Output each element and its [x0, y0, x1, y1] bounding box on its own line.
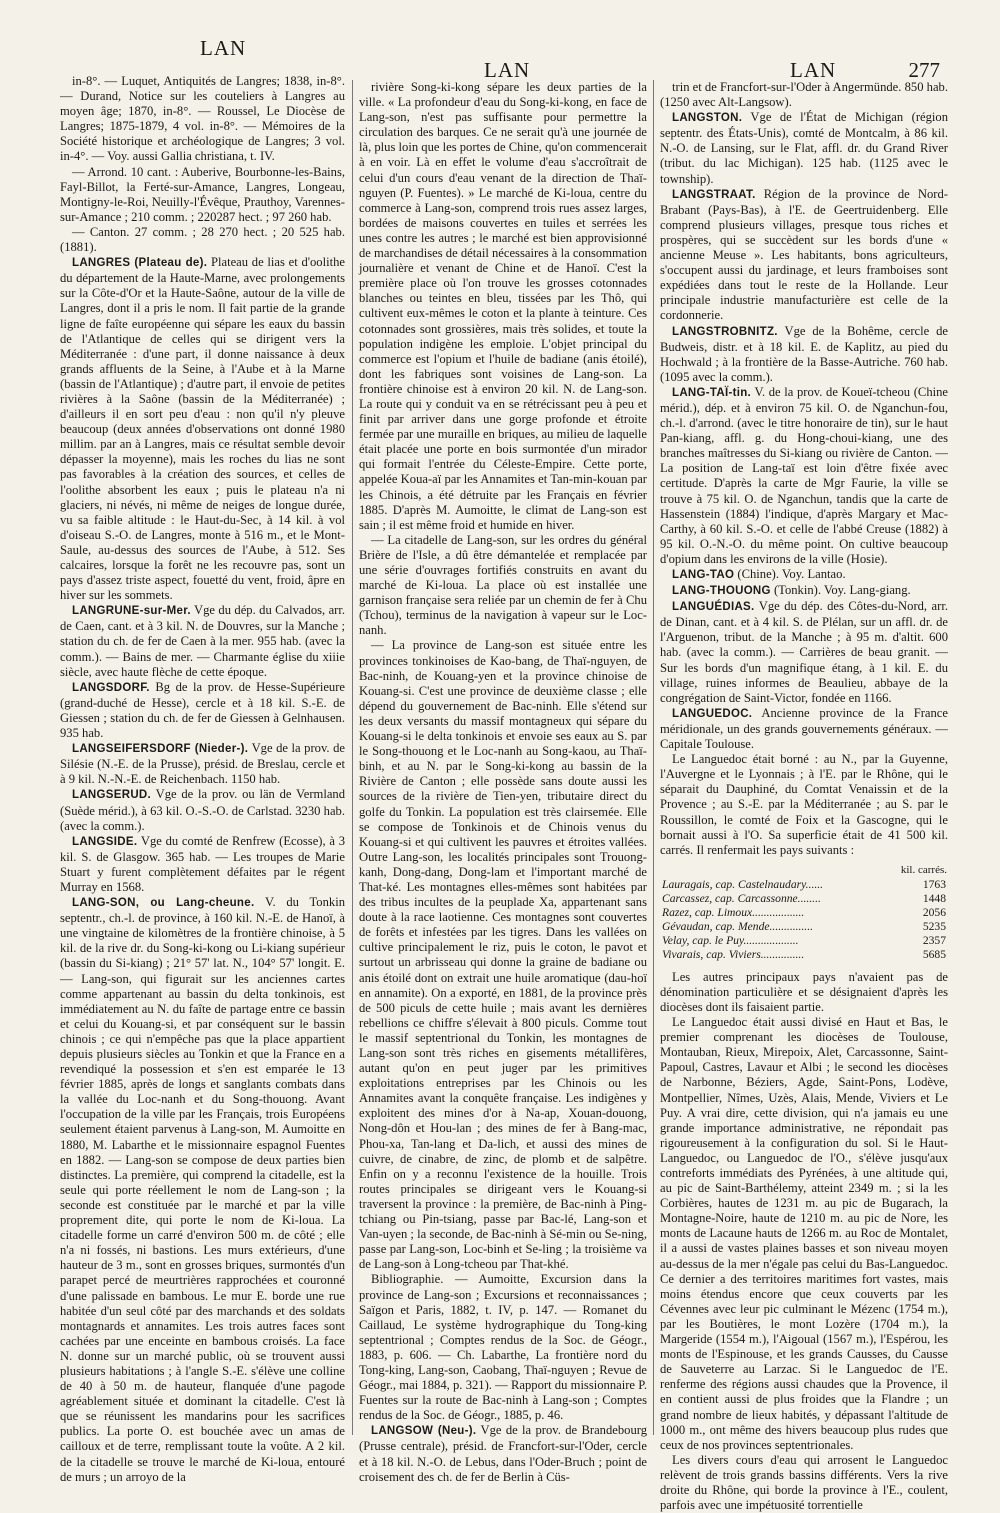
pays-name: Carcassez, cap. Carcassonne........: [662, 891, 821, 905]
dictionary-entry: [660, 324, 948, 385]
table-row: [660, 920, 948, 934]
entry-headword: LANGSDORF.: [72, 681, 150, 694]
entry-text: Vge du dép. du Calvados, arr. de Caen, cant. et à 3 kil. N. de Douvres, sur la Manche ; station du ch. de fer de Caen à la mer. 955 hab. (avec la comm.). — Bains de mer. — Charmante église du xiiie siècle, avec haute flèche de cette époque.: [60, 603, 345, 679]
entry-text: (Tonkin). Voy. Lang-giang.: [773, 583, 911, 598]
dictionary-entry: [660, 567, 948, 583]
entry-text: trin et de Francfort-sur-l'Oder à Angermünde. 850 hab. (1250 avec Alt-Langsow).: [660, 80, 948, 110]
running-head-left: LAN: [200, 36, 247, 60]
column-2: [359, 80, 648, 1484]
pays-area: 1763: [922, 877, 946, 891]
dictionary-entry: [60, 741, 345, 787]
dictionary-entry: [60, 834, 345, 895]
pays-area: 5685: [922, 947, 946, 961]
dictionary-entry: [660, 599, 948, 706]
running-head-right: LAN: [790, 58, 837, 82]
dictionary-entry: [660, 80, 948, 110]
entry-headword: LANG-TAO: [672, 569, 735, 581]
dictionary-entry: [60, 787, 345, 833]
dictionary-entry: [660, 752, 948, 858]
entry-text: Les autres principaux pays n'avaient pas de dénomination particulière et se désignaient d'après les diocèses dont ils faisaient partie.: [660, 969, 948, 1014]
entry-text: — La citadelle de Lang-son, sur les ordres du général Brière de l'Isle, a dû être démantelée et remplacée par une série d'ouvrages fortifiés construits en avant du marché de Ki-loua. La place où est installée une garnison française sera reliée par un chemin de fer à Chu (Tchou), terminus de la navigation à vapeur sur le Loc-nanh.: [359, 532, 647, 638]
entry-text: — Canton. 27 comm. ; 28 270 hect. ; 20 525 hab. (1881).: [60, 224, 345, 255]
dictionary-entry: [660, 1015, 948, 1453]
entry-headword: LANG-THOUONG: [672, 585, 771, 598]
entry-text: Vge de l'État de Michigan (région septentr. des États-Unis), comté de Montcalm, à 86 kil. N.-O. de Lansing, sur le Flat, affl. dr. du Grand River (tribut. du lac Michigan). 125 hab. (1125 avec le township).: [660, 110, 948, 186]
pays-area: 2056: [922, 905, 946, 919]
dictionary-entry: [660, 583, 948, 599]
entry-text: Le Languedoc était borné : au N., par la Guyenne, l'Auvergne et le Lyonnais ; à l'E. par le Rhône, qui le séparait du Dauphiné, du Comtat Venaissin et de la Provence ; au S.-E. par la Méditerranée ; au S. par le Roussillon, le comté de Foix et la Gascogne, qui le bornait aussi à l'O. Sa superficie était de 41 500 kil. carrés. Il renfermait les pays suivants :: [660, 752, 948, 857]
entry-headword: LANGSOW (Neu-).: [371, 1425, 477, 1438]
pays-name: Gévaudan, cap. Mende...............: [662, 919, 814, 933]
dictionary-entry: [60, 680, 345, 741]
dictionary-entry: [359, 638, 647, 1272]
column-3-entries: [660, 80, 948, 858]
entry-headword: LANGSTRAAT.: [672, 188, 756, 201]
entry-text: V. du Tonkin septentr., ch.-l. de province, à 160 kil. N.-E. de Hanoï, à une vingtaine de kilomètres de la frontière chinoise, à 5 kil. de la rive dr. du Song-ki-kong ou Li-kiang supérieur (bassin du Si-kiang) ; 21° 57' lat. N., 104° 57' longit. E. — Lang-son, qui figurait sur les anciennes cartes comme appartenant au bassin du delta tonkinois, est immédiatement au N. du faîte de partage entre ce bassin et celui du Kouang-si, et par conséquent sur le bassin chinois ; ce qui n'empêche pas que la place appartient depuis plusieurs siècles au Tonkin et que la France en a revendiqué la possession et s'en est emparée le 13 février 1885, après de longs et sanglants combats dans la vallée du Loc-nanh et du Song-thouong. Avant l'occupation de la ville par les Français, trois Européens seulement étaient parvenus à Lang-son, M. Aumoitte en 1880, M. Labarthe et le missionnaire espagnol Fuentes en 1882. — Lang-son se compose de deux parties bien distinctes. La première, qui comprend la citadelle, est la seule qui porte réellement le nom de Lang-son ; la seconde est constituée par le marché et par la ville proprement dite, qui porte le nom de Ki-loua. La citadelle forme un carré d'environ 500 m. de côté ; elle n'a ni fossés, ni bastions. Les murs extérieurs, d'une hauteur de 3 m., sont en grosses briques, surmontés d'un parapet percé de meurtrières rapprochées et couronné d'une palissade en bambous. Le mur E. borde une rue habitée d'un seul côté par des marchands et des soldats montagnards et annamites. Les trois autres faces sont cachées par une enceinte en bambous croisés. La face N. donne sur un marché public, où se trouvent aussi plusieurs habitations ; à l'angle S.-E. s'élève une colline de 40 à 50 m. de hauteur, flanquée d'une pagode agréablement située et dominant la citadelle. C'est là que se réunissent les mandarins pour les sacrifices publics. La porte O. est bouchée avec un amas de cailloux et de terre, remplissant toute la voûte. A 2 kil. de la citadelle se trouve le marché de Ki-loua, entouré de murs ; un arroyo de la: [60, 895, 345, 1484]
entry-headword: LANGSERUD.: [72, 789, 152, 802]
dictionary-entry: [359, 1423, 647, 1484]
pays-area: 1448: [922, 891, 946, 905]
dictionary-entry: [660, 706, 948, 752]
pays-name: Razez, cap. Limoux..................: [662, 905, 805, 919]
entry-headword: LANGUÉDIAS.: [672, 601, 755, 614]
entry-text: in-8°. — Luquet, Antiquités de Langres; 1838, in-8°. — Durand, Notice sur les couteliers à Langres au moyen âge; 1870, in-8°. — Roussel, Le Diocèse de Langres; 1875-1879, 4 vol. in-8°. — Mémoires de la Société historique et archéologique de Langres; 3 vol. in-4°. — Voy. aussi Gallia christiana, t. IV.: [60, 74, 345, 164]
dictionary-entry: [359, 1272, 647, 1423]
table-row: [660, 878, 948, 892]
entry-headword: LANGSTROBNITZ.: [672, 325, 778, 338]
entry-headword: LANGRES (Plateau de).: [72, 257, 208, 270]
table-row: [660, 948, 948, 962]
entry-text: Vge de la prov. de Brandebourg (Prusse centrale), présid. de Francfort-sur-l'Oder, cercle et à 18 kil. N.-O. de Lebus, dans l'Oder-Bruch ; point de croisement des ch. de fer de Berlin à Cüs-: [359, 1423, 647, 1484]
entry-text: Vge de la prov. ou län de Vermland (Suède mérid.), à 63 kil. O.-S.-O. de Carlstad. 3230 hab. (avec la comm.).: [60, 787, 346, 833]
entry-headword: LANGUEDOC.: [672, 707, 753, 720]
table-row: [660, 892, 948, 906]
pays-name: Vivarais, cap. Viviers...............: [662, 947, 805, 961]
column-3: [660, 80, 949, 1513]
entry-text: Le Languedoc était aussi divisé en Haut et Bas, le premier comprenant les diocèses de Toulouse, Montauban, Rieux, Mirepoix, Alet, Carcassonne, Saint-Papoul, Castres, Lavaur et Albi ; le second les diocèses de Narbonne, Béziers, Agde, Saint-Pons, Lodève, Montpellier, Nîmes, Uzès, Alais, Mende, Viviers et Le Puy. A vrai dire, cette division, qui n'a jamais eu une grande importance administrative, ne répondait pas rigoureusement à la configuration du sol. Si le Haut-Languedoc, ou Languedoc de l'O., s'élève jusqu'aux contreforts immédiats des Pyrénées, à une altitude qui, au pic de Saint-Barthélemy, atteint 2349 m. ; si la les Corbières, hautes de 1231 m. au pic de Bugarach, la Montagne-Noire, haute de 1210 m. au pic de Nore, les monts de Lacaune hauts de 1266 m. au Roc de Montalet, il a aussi de vastes plaines basses et son niveau moyen au-dessus de la mer n'égale pas celui du Bas-Languedoc. Ce dernier a des territoires maritimes fort vastes, mais moins étendus encore que ceux couverts par les Cévennes avec leur pic culminant le Mézenc (1754 m.), par les Boutières, le mont Lozère (1704 m.), la Margeride (1554 m.), l'Aigoual (1567 m.), l'Espérou, les monts de l'Espinouse, et les grands Causses, du Causse de Sauveterre au Larzac. Si le Languedoc de l'E. renferme des régions aussi chaudes que la Provence, il en contient aussi de plus froides que la Flandre ; un grand nombre de lieux habités, y dépassant l'altitude de 1000 m., ont même des hivers beaucoup plus rudes que ceux de nos provinces septentrionales.: [660, 1015, 948, 1452]
entry-text: Région de la province de Nord-Brabant (Pays-Bas), à l'E. de Geertruidenberg. Elle comprend plusieurs villages, presque tous riches et prospères, qui se succèdent sur les bords d'une « ancienne Meuse ». Les habitants, bons agriculteurs, s'occupent aussi du jardinage, et leurs framboises sont expédiées dans tout le reste de la Hollande. Leur principale industrie manufacturière est celle de la cordonnerie.: [660, 186, 948, 323]
entry-headword: LANGSTON.: [672, 112, 743, 125]
entry-headword: LANGSIDE.: [72, 835, 138, 848]
pays-area: 5235: [922, 919, 946, 933]
entry-text: Bg de la prov. de Hesse-Supérieure (grand-duché de Hesse), cercle et à 18 kil. S.-E. de Giessen ; station du ch. de fer de Giessen à Gelnhausen. 935 hab.: [60, 679, 345, 741]
entry-text: V. de la prov. de Koueï-tcheou (Chine mérid.), dép. et à environ 75 kil. O. de Nganchun-fou, ch.-l. d'arrond. (avec le titre honoraire de tin), sur le haut Pan-kiang, affl. g. du Hong-choui-kiang, une des branches maîtresses du Si-kiang ou rivière de Canton. — La position de Lang-taï est loin d'être fixée avec certitude. D'après la carte de Mgr Faurie, la ville se trouve à 75 kil. O. de Nganchun, tandis que la carte de Hassenstein (1884) l'indique, d'après Margary et Mac-Carthy, à 60 kil. S.-O. et celle de l'abbé Creuse (1882) à 95 kil. O.-N.-O. du même point. On cultive beaucoup d'opium dans les environs de la ville (Hosie).: [660, 384, 949, 566]
running-head-center: LAN: [484, 58, 531, 82]
dictionary-entry: [660, 187, 948, 324]
pays-table-header: kil. carrés.: [900, 863, 947, 876]
dictionary-entry: [660, 385, 948, 567]
entry-headword: LANGRUNE-sur-Mer.: [72, 605, 191, 618]
column-divider: [653, 80, 654, 1435]
entry-text: Les divers cours d'eau qui arrosent le Languedoc relèvent de trois grands bassins différents. Vers la rive droite du Rhône, qui borde la province à l'E., coulent, parfois avec une impétuosité torrentielle: [660, 1452, 948, 1513]
entry-text: — Arrond. 10 cant. : Auberive, Bourbonne-les-Bains, Fayl-Billot, la Ferté-sur-Amance, Langres, Longeau, Montigny-le-Roi, Neuilly-l'Évêque, Prauthoy, Varennes-sur-Amance ; 210 comm. ; 220287 hect. ; 97 260 hab.: [60, 164, 345, 224]
entry-headword: LANG-TAÏ-tin.: [672, 386, 752, 399]
page-number: 277: [908, 58, 940, 82]
dictionary-entry: [60, 255, 345, 603]
entry-headword: LANG-SON, ou Lang-cheune.: [72, 897, 255, 910]
pays-area: 2357: [922, 933, 946, 947]
dictionary-entry: [60, 74, 345, 165]
table-row: [660, 906, 948, 920]
dictionary-entry: [660, 1453, 948, 1513]
entry-text: Vge du comté de Renfrew (Ecosse), à 3 kil. S. de Glasgow. 365 hab. — Les troupes de Marie Stuart y furent complètement défaites par le régent Murray en 1568.: [60, 833, 345, 894]
column-3-entries-cont: [660, 970, 948, 1513]
pays-name: Velay, cap. le Puy...................: [662, 933, 799, 947]
entry-text: Plateau de lias et d'oolithe du département de la Haute-Marne, avec prolongements sur la Côte-d'Or et la Haute-Saône, autour de la ville de Langres, dont il a pris le nom. Il fait partie de la grande ligne de faîte européenne qui sépare les eaux du bassin de l'Atlantique de celles qui se dirigent vers la Méditerranée : d'une part, il donne naissance à deux grands affluents de la Seine, à l'Aube et à la Marne (bassin de l'Atlantique) ; d'autre part, il envoie de petites rivières à la Saône (bassin de la Méditerranée) ; d'ailleurs il en sort peu d'eau : non qu'il n'y pleuve beaucoup (deux années d'observations ont donné 1980 millim. par an à Langres, mais ce résultat semble devoir dépasser la moyenne), mais les roches du lias ne sont pas favorables à la création des sources, et celles de l'oolithe absorbent les eaux ; puis le plateau n'a ni glaciers, ni névés, ni même de neiges de longue durée, vu sa faible altitude : le Haut-du-Sec, à 14 kil. à vol d'oiseau S.-O. de Langres, monte à 516 m., et le Mont-Saule, au-dessus des sources de l'Aube, à 512. Ses calcaires, lorsque la forêt ne les recouvre pas, sont un pays d'assez triste aspect, fouetté du vent, froid, âpre en hiver sur les sommets.: [60, 255, 345, 603]
entry-text: Vge du dép. des Côtes-du-Nord, arr. de Dinan, cant. et à 4 kil. S. de Plélan, sur un affl. dr. de l'Arguenon, tribut. de la Manche ; à 95 m. d'altit. 600 hab. (avec la comm.). — Carrières de beau granit. — Sur les bords d'un magnifique étang, à 1 kil. E. du village, ruines informes de Beaulieu, abbaye de la congrégation de Saint-Victor, fondée en 1166.: [660, 599, 948, 705]
entry-text: Ancienne province de la France méridionale, un des grands gouvernements généraux. — Capitale Toulouse.: [660, 705, 948, 752]
entry-text: Bibliographie. — Aumoitte, Excursion dans la province de Lang-son ; Excursions et reconnaissances ; Saïgon et Paris, 1882, t. IV, p. 147. — Romanet du Caillaud, Le système hydrographique du Tong-king septentrional ; Comptes rendus de la Soc. de Géogr., 1883, p. 606. — Ch. Labarthe, La frontière nord du Tong-king, Lang-son, Caobang, Thaï-nguyen ; Revue de Géogr., mai 1884, p. 321). — Rapport du missionnaire P. Fuentes sur la route de Bac-ninh à Lang-son ; Comptes rendus de la Soc. de Géogr., 1885, p. 46.: [359, 1272, 647, 1423]
page-header: [0, 36, 1000, 82]
entry-text: Vge de la prov. de Silésie (N.-E. de la Prusse), présid. de Breslau, cercle et à 9 kil. N.-N.-E. de Reichenbach. 1150 hab.: [60, 741, 345, 787]
pays-table: [660, 862, 948, 962]
entry-headword: LANGSEIFERSDORF (Nieder-).: [72, 743, 249, 756]
entry-text: Vge de la Bohême, cercle de Budweis, distr. et à 18 kil. E. de Kaplitz, au pied du Hochwald ; à la frontière de la Basse-Autriche. 760 hab. (1095 avec la comm.).: [660, 323, 948, 384]
dictionary-entry: [60, 895, 345, 1485]
column-1: [60, 74, 346, 1484]
dictionary-entry: [60, 603, 345, 679]
dictionary-entry: [60, 165, 345, 225]
column-divider: [352, 80, 353, 1435]
dictionary-entry: [660, 970, 948, 1015]
dictionary-entry: [359, 80, 647, 533]
table-row: [660, 934, 948, 948]
dictionary-entry: [60, 225, 345, 255]
pays-name: Lauragais, cap. Castelnaudary......: [662, 877, 824, 891]
entry-text: (Chine). Voy. Lantao.: [737, 567, 846, 581]
entry-text: rivière Song-ki-kong sépare les deux parties de la ville. « La profondeur d'eau du Song-ki-kong, en face de Lang-son, n'est pas suffisante pour permettre la circulation des barques. Ce ne serait qu'à une journée de là, plus loin que les portes de Chine, qu'on commencerait à en voir. Là en effet le volume d'eau s'accroîtrait de celui d'un cours d'eau venant de la direction de Thaï-nguyen (P. Fuentes). » Le marché de Ki-loua, centre du commerce à Lang-son, comprend trois rues assez larges, bordées de maisons couvertes en tuiles et serrées les unes contre les autres ; le marché est bien approvisionné de marchandises de détail nécessaires à la consommation journalière et venant de Chine et de Hanoï. C'est la première place où l'on trouve les grosses cotonnades blanches ou teintes en bleu, tissées par les Thô, qui cultivent eux-mêmes le coton et la plante à teinture. Ces cotonnades sont grossières, mais très solides, et toute la population indigène les emploie. L'objet principal du commerce est l'opium et l'huile de badiane (anis étoilé), dont les fabriques sont voisines de Lang-son. La frontière chinoise est à environ 20 kil. N. de Lang-son. La route qui y conduit va en se rétrécissant peu à peu et finit par arriver dans une gorge profonde et étroite fermée par une muraille en briques, au milieu de laquelle était placée une porte en bois surmontée d'un mirador qui formait l'entrée du Céleste-Empire. Cette porte, appelée Koua-aï par les Annamites et Tan-min-kouan par les Chinois, a été détruite par les Français en février 1885. D'après M. Aumoitte, le climat de Lang-son est sain ; il est même froid et humide en hiver.: [359, 80, 648, 532]
entry-text: — La province de Lang-son est située entre les provinces tonkinoises de Kao-bang, de Thaï-nguyen, de Bac-ninh, de Kouang-yen et la province chinoise de Kouang-si. C'est une province de deuxième classe ; elle dépend du gouvernement de Bac-ninh. Elle s'étend sur les deux versants du massif montagneux qui sépare du Kouang-si le delta tonkinois et envoie ses eaux au S. par le Song-thouong et le Loc-nanh au Song-kaou, au Thaï-binh, et au N. par le Song-ki-kong au bassin de la Rivière de Canton ; elle possède sans doute aussi les sources de la rivière de Tien-yen, tributaire direct du golfe du Tonkin. La population est très clairsemée. Elle se compose de Tonkinois et de Chinois venus du Kouang-si et qui cultivent les pauvres et étroites vallées. Outre Lang-son, les localités principales sont Trouong-kanh, Dong-dang, Dong-lam et l'important marché de That-ké. Les montagnes elles-mêmes sont habitées par des tribus incultes de la peuplade Xa, appartenant sans doute à la race laotienne. Ces montagnes sont couvertes de forêts et infestées par les tigres. Dans les vallées on cultive principalement le riz, puis le coton, le pavot et surtout un arbrisseau qui donne la graine de badiane ou anis étoilé dont on extrait une huile aromatique (dau-hoï en annamite). On a exporté, en 1881, de la province près de 500 piculs de cette huile ; mais avant les dernières rebellions ce chiffre s'élevait à 800 piculs. Comme tout le massif septentrional du Tonkin, les montagnes de Lang-son sont très riches en gisements métallifères, autant qu'on en peut juger par les primitives exploitations entreprises par les Chinois ou les Annamites avant la conquête française. Les indigènes y exploitent des mines d'or à Na-ap, Xouan-douong, Nong-dôn et Hou-lan ; des mines de fer à Bang-mac, Phou-xa, Tan-lang et Da-lich, et aussi des mines de cuivre, de cinabre, de zinc, de plomb et de salpêtre. Enfin on y a reconnu l'existence de la houille. Trois routes principales se dirigeant vers le Kouang-si traversent la province : la première, de Bac-ninh à Ping-tchiang ou Pin-tsiang, passe par Bac-lé, Lang-son et Van-uyen ; la seconde, de Bac-ninh à Sé-min ou Se-ning, passe par Lang-son, Loc-binh et Se-ling ; la troisième va de Lang-son à Long-tcheou par That-khé.: [359, 638, 647, 1272]
dictionary-entry: [359, 533, 647, 639]
dictionary-entry: [660, 110, 948, 186]
